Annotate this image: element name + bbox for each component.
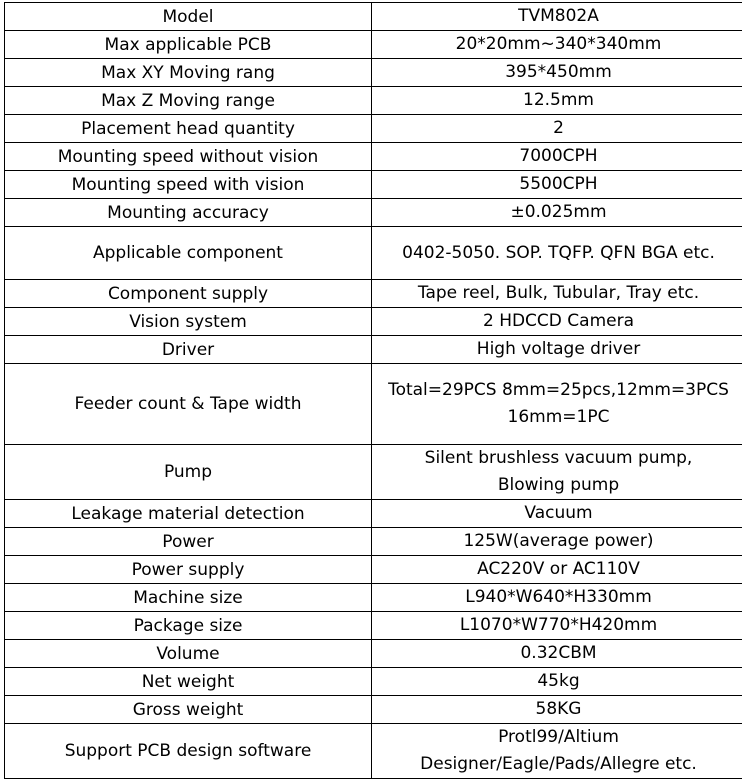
spec-label: Max XY Moving rang [5,59,372,87]
spec-value-line: 2 HDCCD Camera [374,308,742,335]
spec-value [372,724,742,779]
spec-value-line: Protl99/Altium [374,724,742,751]
spec-value-line: 12.5mm [374,87,742,114]
spec-label: Machine size [5,584,372,612]
spec-row [5,445,742,500]
spec-label: Component supply [5,280,372,308]
spec-label: Net weight [5,668,372,696]
spec-value-line: Silent brushless vacuum pump, [374,445,742,472]
spec-label: Volume [5,640,372,668]
spec-value-line: 45kg [374,668,742,695]
spec-value [372,500,742,528]
spec-value-line: AC220V or AC110V [374,556,742,583]
spec-value-line: 58KG [374,696,742,723]
spec-row [5,59,742,87]
spec-row [5,668,742,696]
spec-label: Max Z Moving range [5,87,372,115]
spec-row [5,528,742,556]
spec-value [372,528,742,556]
spec-value [372,143,742,171]
spec-value-line: Blowing pump [374,472,742,499]
spec-label: Vision system [5,308,372,336]
spec-value [372,612,742,640]
spec-row [5,115,742,143]
spec-row [5,724,742,779]
spec-label: Pump [5,445,372,500]
spec-value-line: 20*20mm~340*340mm [374,31,742,58]
spec-value [372,640,742,668]
spec-value [372,584,742,612]
spec-row [5,500,742,528]
spec-value-line: Tape reel, Bulk, Tubular, Tray etc. [374,280,742,307]
spec-label: Feeder count & Tape width [5,364,372,445]
spec-row [5,640,742,668]
spec-row [5,308,742,336]
spec-row [5,556,742,584]
spec-label: Power [5,528,372,556]
spec-value [372,171,742,199]
spec-row [5,227,742,280]
spec-value-line: 0402-5050. SOP. TQFP. QFN BGA etc. [374,240,742,267]
spec-value [372,115,742,143]
spec-label: Driver [5,336,372,364]
spec-row [5,696,742,724]
spec-label: Package size [5,612,372,640]
spec-label: Power supply [5,556,372,584]
spec-label: Leakage material detection [5,500,372,528]
spec-value [372,445,742,500]
spec-value-line: L940*W640*H330mm [374,584,742,611]
spec-value [372,87,742,115]
spec-value-line: L1070*W770*H420mm [374,612,742,639]
spec-value [372,3,742,31]
spec-value [372,280,742,308]
spec-row [5,612,742,640]
spec-value-line: High voltage driver [374,336,742,363]
spec-value-line: 7000CPH [374,143,742,170]
spec-value [372,556,742,584]
spec-label: Model [5,3,372,31]
spec-row [5,3,742,31]
spec-label: Gross weight [5,696,372,724]
spec-row [5,143,742,171]
spec-label: Placement head quantity [5,115,372,143]
spec-value [372,199,742,227]
spec-row [5,87,742,115]
spec-row [5,171,742,199]
spec-value-line: Vacuum [374,500,742,527]
spec-value-line: 5500CPH [374,171,742,198]
spec-label: Support PCB design software [5,724,372,779]
spec-label: Mounting speed with vision [5,171,372,199]
spec-row [5,584,742,612]
spec-value-line: Designer/Eagle/Pads/Allegre etc. [374,751,742,778]
spec-table [4,2,742,779]
spec-value-line: 395*450mm [374,59,742,86]
spec-label: Mounting speed without vision [5,143,372,171]
spec-label: Applicable component [5,227,372,280]
spec-value [372,59,742,87]
spec-value [372,227,742,280]
spec-row [5,31,742,59]
spec-label: Max applicable PCB [5,31,372,59]
spec-row [5,199,742,227]
spec-value-line: 125W(average power) [374,528,742,555]
spec-row [5,336,742,364]
spec-value-line: 2 [374,115,742,142]
spec-value-line: Total=29PCS 8mm=25pcs,12mm=3PCS [374,377,742,404]
spec-row [5,364,742,445]
spec-table-body [5,3,742,779]
spec-value [372,308,742,336]
spec-value-line: ±0.025mm [374,199,742,226]
spec-value [372,336,742,364]
spec-value [372,668,742,696]
spec-row [5,280,742,308]
spec-value [372,364,742,445]
spec-value [372,696,742,724]
spec-label: Mounting accuracy [5,199,372,227]
spec-value-line: 0.32CBM [374,640,742,667]
spec-value-line: TVM802A [374,3,742,30]
spec-value-line: 16mm=1PC [374,404,742,431]
spec-value [372,31,742,59]
